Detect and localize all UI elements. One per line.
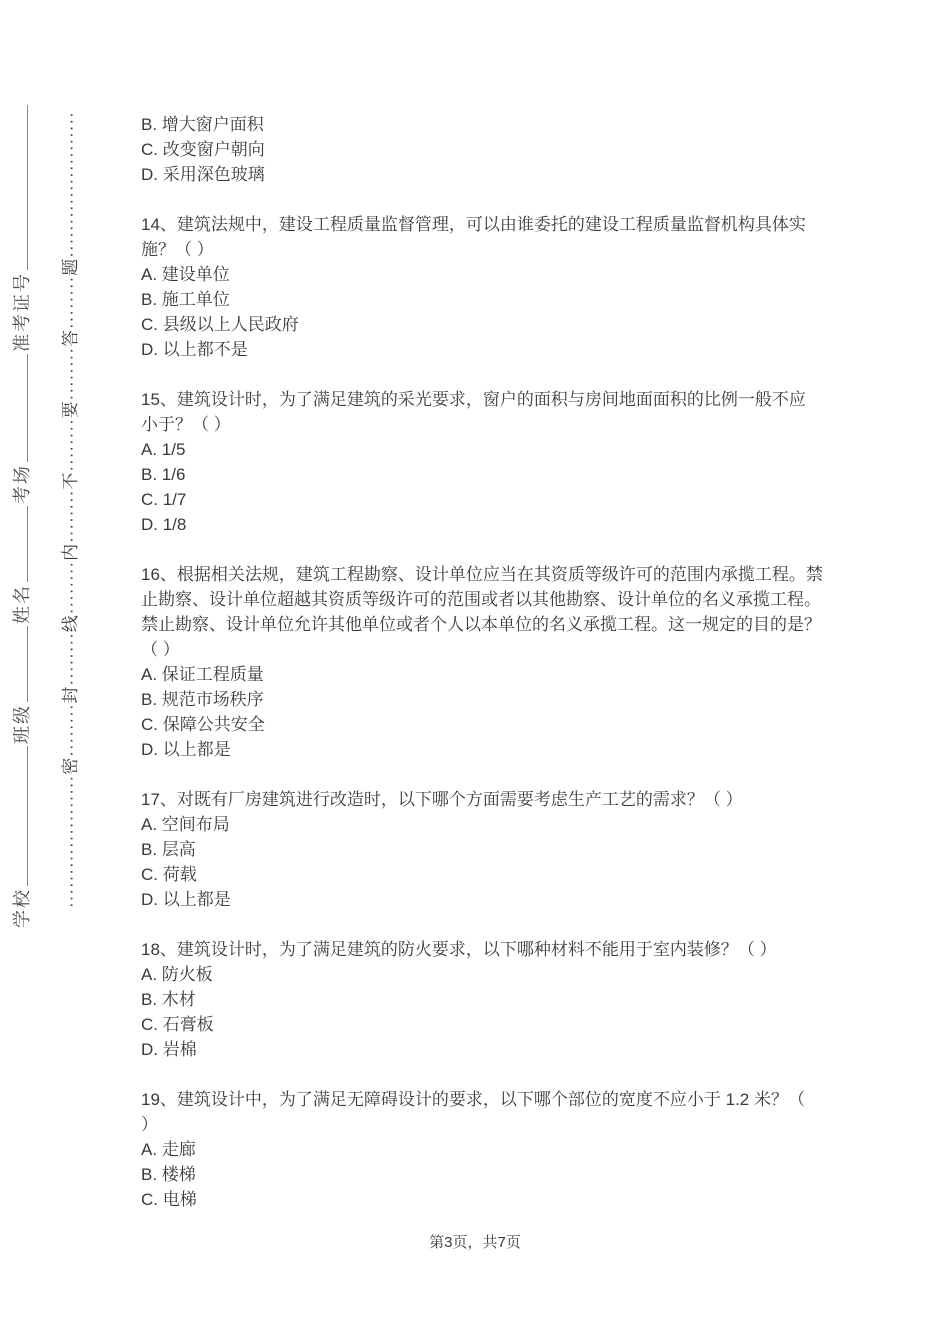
question-stem-line: 18、建筑设计时，为了满足建筑的防火要求，以下哪种材料不能用于室内装修？（ ）	[141, 940, 777, 959]
option-line: B. 施工单位	[141, 290, 230, 309]
questions-content	[141, 112, 841, 1212]
option-line: C. 县级以上人民政府	[141, 315, 299, 334]
option-line: B. 木材	[141, 990, 196, 1009]
question-stem-line: 16、根据相关法规，建筑工程勘察、设计单位应当在其资质等级许可的范围内承揽工程。禁	[141, 565, 823, 584]
option-line: C. 保障公共安全	[141, 715, 265, 734]
field-blank-name	[12, 506, 28, 582]
field-blank-class	[12, 626, 28, 702]
question-block-18	[141, 937, 841, 1062]
option-line: B. 层高	[141, 840, 196, 859]
option-line: B. 规范市场秩序	[141, 690, 264, 709]
seal-line	[56, 96, 82, 908]
option-line: D. 以上都不是	[141, 340, 248, 359]
question-block-14	[141, 212, 841, 362]
question-stem-line: （ ）	[141, 640, 180, 659]
option-line: A. 保证工程质量	[141, 665, 264, 684]
question-stem-line: 14、建筑法规中，建设工程质量监督管理，可以由谁委托的建设工程质量监督机构具体实	[141, 215, 806, 234]
question-block-17	[141, 787, 841, 912]
option-line: C. 电梯	[141, 1190, 197, 1209]
option-line: D. 1/8	[141, 515, 187, 534]
option-line: A. 1/5	[141, 440, 186, 459]
page-footer	[0, 1231, 950, 1252]
field-blank-admission-number	[12, 105, 28, 270]
field-label-name: 姓名	[12, 584, 32, 624]
question-block-15	[141, 387, 841, 537]
question-block-16	[141, 562, 841, 762]
option-line: A. 走廊	[141, 1140, 196, 1159]
page-number-text: 第3页，共7页	[429, 1234, 521, 1251]
field-label-examroom: 考场	[12, 464, 32, 504]
student-info-fields	[8, 83, 40, 928]
seal-line-text: ····················密········封········线········内········不········要········答········题······················	[61, 111, 80, 908]
option-line: D. 以上都是	[141, 740, 231, 759]
option-line: C. 1/7	[141, 490, 187, 509]
field-blank-examroom	[12, 354, 28, 462]
question-stem-line: 小于？（ ）	[141, 415, 231, 434]
question-stem-line: 15、建筑设计时，为了满足建筑的采光要求，窗户的面积与房间地面面积的比例一般不应	[141, 390, 806, 409]
question-block-19	[141, 1087, 841, 1212]
option-line: C. 改变窗户朝向	[141, 140, 265, 159]
option-line: D. 采用深色玻璃	[141, 165, 265, 184]
option-line: C. 荷载	[141, 865, 197, 884]
field-blank-school	[12, 746, 28, 886]
question-stem-line: 禁止勘察、设计单位允许其他单位或者个人以本单位的名义承揽工程。这一规定的目的是？	[141, 615, 821, 634]
question-stem-line: 止勘察、设计单位超越其资质等级许可的范围或者以其他勘察、设计单位的名义承揽工程。	[141, 590, 821, 609]
option-line: A. 建设单位	[141, 265, 230, 284]
field-label-class: 班级	[12, 704, 32, 744]
option-line: B. 增大窗户面积	[141, 115, 264, 134]
question-stem-line: 施？（ ）	[141, 240, 214, 259]
option-line: A. 空间布局	[141, 815, 230, 834]
option-line: A. 防火板	[141, 965, 213, 984]
option-line: B. 楼梯	[141, 1165, 196, 1184]
question-stem-line: 17、对既有厂房建筑进行改造时，以下哪个方面需要考虑生产工艺的需求？（ ）	[141, 790, 743, 809]
field-label-school: 学校	[12, 888, 32, 928]
option-line: D. 岩棉	[141, 1040, 197, 1059]
question-stem-line: ）	[141, 1115, 158, 1134]
option-line: B. 1/6	[141, 465, 186, 484]
option-line: C. 石膏板	[141, 1015, 214, 1034]
question-block-13	[141, 112, 841, 187]
question-stem-line: 19、建筑设计中，为了满足无障碍设计的要求，以下哪个部位的宽度不应小于 1.2 米？（	[141, 1090, 805, 1109]
option-line: D. 以上都是	[141, 890, 231, 909]
field-label-admission-number: 准考证号	[12, 272, 32, 352]
